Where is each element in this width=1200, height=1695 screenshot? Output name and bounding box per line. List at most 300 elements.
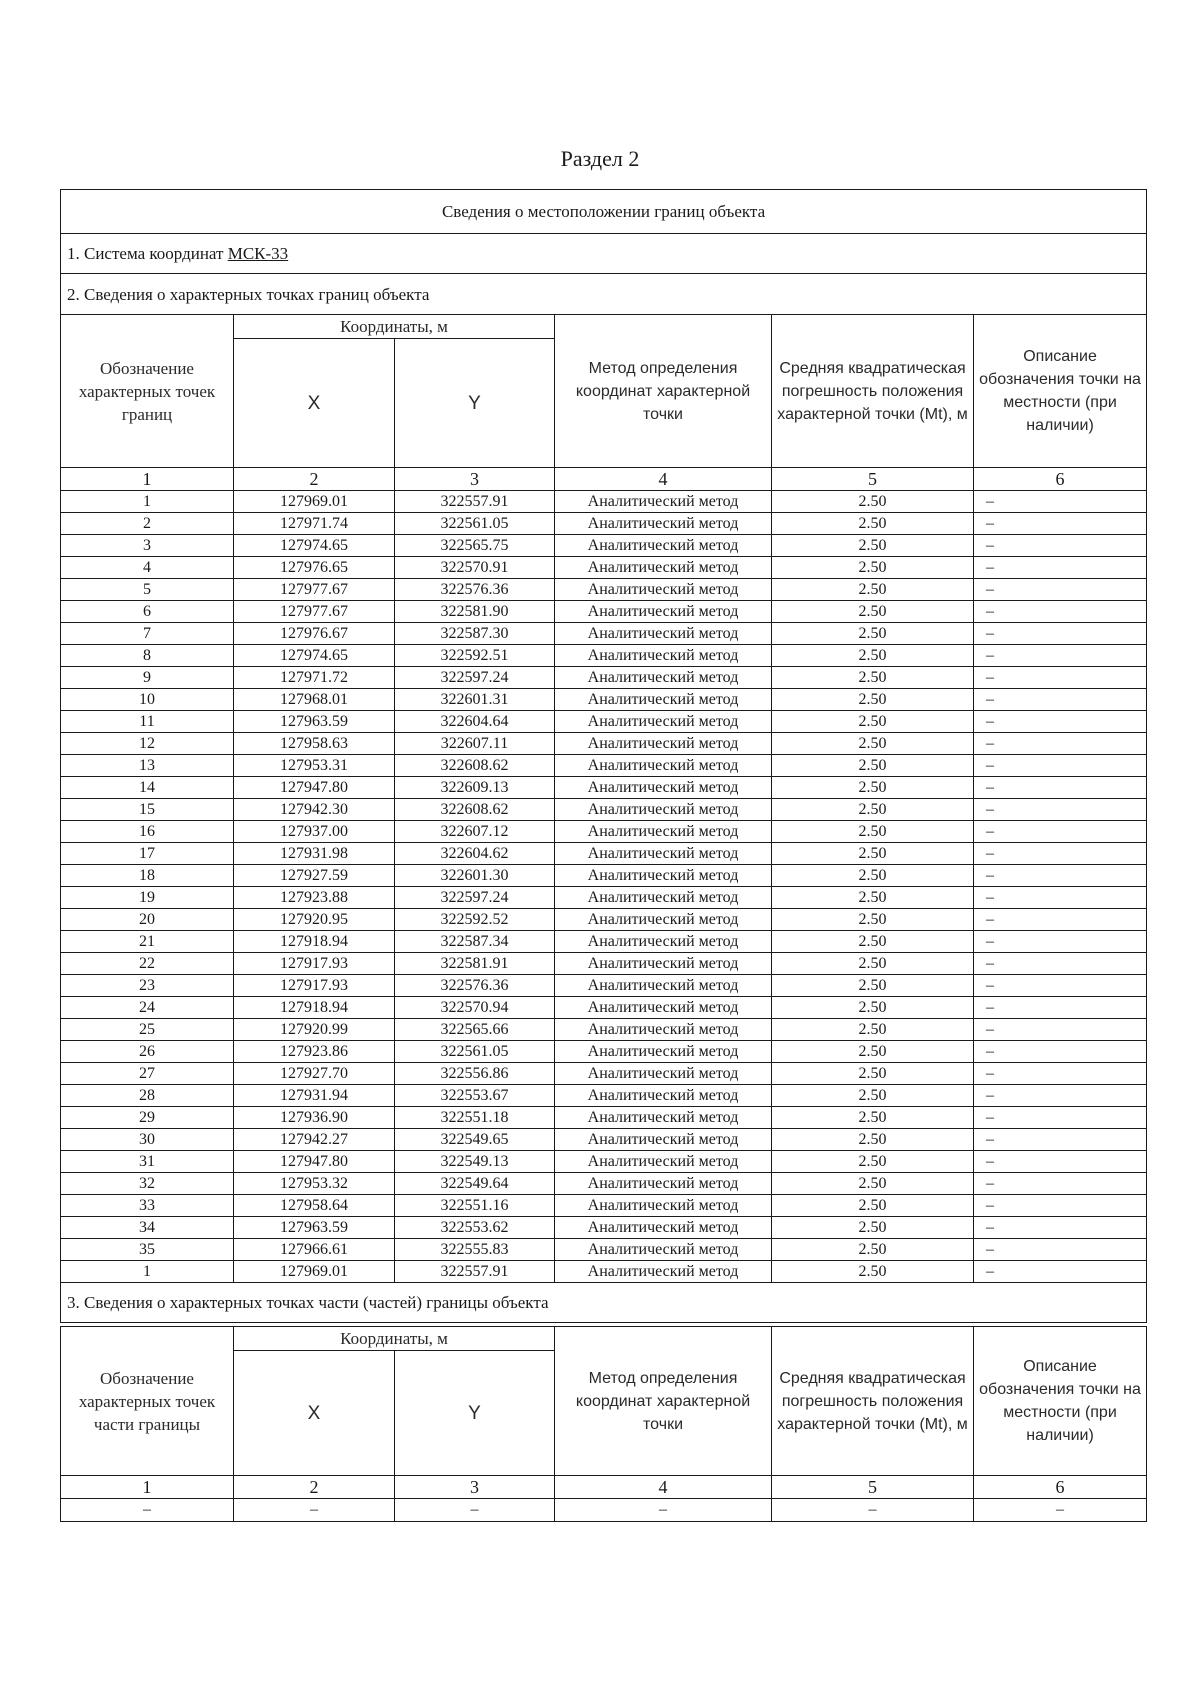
y-coordinate: 322565.66 [395,1019,555,1041]
method: Аналитический метод [555,1195,772,1217]
error-value: 2.50 [772,1107,974,1129]
x-coordinate: 127971.72 [234,667,395,689]
description: – [974,601,1147,623]
description: – [974,997,1147,1019]
table-row [61,623,1147,645]
point-id: 2 [61,513,234,535]
points-title-row [61,274,1147,315]
error-value: 2.50 [772,1173,974,1195]
column-numbers-row [61,468,1147,491]
column-number: 4 [555,1476,772,1499]
header-description: Описание обозначения точки на местности (при наличии) [974,315,1147,468]
error-value: 2.50 [772,1195,974,1217]
x-coordinate: 127942.27 [234,1129,395,1151]
table-row [61,1063,1147,1085]
method: Аналитический метод [555,733,772,755]
point-id: 1 [61,1261,234,1283]
description: – [974,1217,1147,1239]
description: – [974,755,1147,777]
point-id: 15 [61,799,234,821]
column-number: 6 [974,468,1147,491]
description: – [974,579,1147,601]
error-value: 2.50 [772,821,974,843]
description: – [974,1019,1147,1041]
point-id: 31 [61,1151,234,1173]
y-coordinate: 322609.13 [395,777,555,799]
parts-table [60,1326,1147,1522]
table-row [61,1173,1147,1195]
points-rows [61,491,1147,1283]
error-value: 2.50 [772,975,974,997]
x-coordinate: 127968.01 [234,689,395,711]
header-x: X [234,339,395,468]
table-row [61,1129,1147,1151]
error-value: 2.50 [772,1151,974,1173]
method: Аналитический метод [555,535,772,557]
point-id: 4 [61,557,234,579]
y-coordinate: 322551.16 [395,1195,555,1217]
description: – [974,1239,1147,1261]
empty-cell: – [234,1499,395,1522]
table-row [61,997,1147,1019]
method: Аналитический метод [555,953,772,975]
description: – [974,1107,1147,1129]
coord-system-value: МСК-33 [227,244,289,263]
method: Аналитический метод [555,909,772,931]
error-value: 2.50 [772,799,974,821]
point-id: 30 [61,1129,234,1151]
error-value: 2.50 [772,865,974,887]
point-id: 9 [61,667,234,689]
parts-header-coordinates: Координаты, м [234,1327,555,1351]
error-value: 2.50 [772,1085,974,1107]
error-value: 2.50 [772,887,974,909]
x-coordinate: 127927.70 [234,1063,395,1085]
y-coordinate: 322592.52 [395,909,555,931]
table-row [61,1107,1147,1129]
column-number: 2 [234,468,395,491]
error-value: 2.50 [772,931,974,953]
parts-title: 3. Сведения о характерных точках части (частей) границы объекта [61,1283,1147,1323]
method: Аналитический метод [555,1261,772,1283]
error-value: 2.50 [772,1129,974,1151]
method: Аналитический метод [555,755,772,777]
description: – [974,887,1147,909]
method: Аналитический метод [555,513,772,535]
x-coordinate: 127923.88 [234,887,395,909]
error-value: 2.50 [772,777,974,799]
error-value: 2.50 [772,667,974,689]
x-coordinate: 127942.30 [234,799,395,821]
y-coordinate: 322592.51 [395,645,555,667]
error-value: 2.50 [772,579,974,601]
y-coordinate: 322553.62 [395,1217,555,1239]
table-row [61,557,1147,579]
table-row [61,733,1147,755]
x-coordinate: 127947.80 [234,1151,395,1173]
parts-header-description: Описание обозначения точки на местности (при наличии) [974,1327,1147,1476]
description: – [974,1085,1147,1107]
method: Аналитический метод [555,491,772,513]
description: – [974,623,1147,645]
parts-header-method: Метод определения координат характерной точки [555,1327,772,1476]
table-row [61,1261,1147,1283]
method: Аналитический метод [555,1019,772,1041]
method: Аналитический метод [555,1217,772,1239]
x-coordinate: 127920.95 [234,909,395,931]
error-value: 2.50 [772,513,974,535]
y-coordinate: 322570.94 [395,997,555,1019]
description: – [974,1041,1147,1063]
point-id: 26 [61,1041,234,1063]
parts-header-error: Средняя квадратическая погрешность положения характерной точки (Mt), м [772,1327,974,1476]
point-id: 14 [61,777,234,799]
y-coordinate: 322608.62 [395,799,555,821]
parts-header-x: X [234,1351,395,1476]
table-row [61,689,1147,711]
point-id: 1 [61,491,234,513]
point-id: 12 [61,733,234,755]
header-y: Y [395,339,555,468]
description: – [974,733,1147,755]
description: – [974,1195,1147,1217]
x-coordinate: 127920.99 [234,1019,395,1041]
x-coordinate: 127936.90 [234,1107,395,1129]
description: – [974,491,1147,513]
y-coordinate: 322608.62 [395,755,555,777]
table-row [61,931,1147,953]
method: Аналитический метод [555,821,772,843]
boundary-table [60,189,1147,1323]
method: Аналитический метод [555,1129,772,1151]
table-row [61,909,1147,931]
empty-cell: – [555,1499,772,1522]
header-method: Метод определения координат характерной точки [555,315,772,468]
table-caption: Сведения о местоположении границ объекта [61,190,1147,234]
empty-cell: – [395,1499,555,1522]
y-coordinate: 322549.65 [395,1129,555,1151]
header-error: Средняя квадратическая погрешность положения характерной точки (Mt), м [772,315,974,468]
method: Аналитический метод [555,711,772,733]
point-id: 25 [61,1019,234,1041]
column-number: 1 [61,1476,234,1499]
y-coordinate: 322604.62 [395,843,555,865]
table-row [61,601,1147,623]
table-row [61,887,1147,909]
column-number: 4 [555,468,772,491]
method: Аналитический метод [555,645,772,667]
x-coordinate: 127963.59 [234,711,395,733]
point-id: 33 [61,1195,234,1217]
y-coordinate: 322561.05 [395,513,555,535]
table-row [61,645,1147,667]
method: Аналитический метод [555,1151,772,1173]
table-row [61,821,1147,843]
header-coordinates: Координаты, м [234,315,555,339]
x-coordinate: 127966.61 [234,1239,395,1261]
column-number: 3 [395,468,555,491]
method: Аналитический метод [555,843,772,865]
error-value: 2.50 [772,689,974,711]
column-number: 2 [234,1476,395,1499]
method: Аналитический метод [555,1063,772,1085]
point-id: 10 [61,689,234,711]
coord-system-row [61,234,1147,274]
y-coordinate: 322557.91 [395,1261,555,1283]
description: – [974,711,1147,733]
description: – [974,865,1147,887]
error-value: 2.50 [772,843,974,865]
x-coordinate: 127918.94 [234,931,395,953]
y-coordinate: 322597.24 [395,667,555,689]
x-coordinate: 127969.01 [234,491,395,513]
method: Аналитический метод [555,865,772,887]
x-coordinate: 127931.94 [234,1085,395,1107]
x-coordinate: 127917.93 [234,953,395,975]
table-row [61,1239,1147,1261]
method: Аналитический метод [555,931,772,953]
error-value: 2.50 [772,733,974,755]
description: – [974,1129,1147,1151]
point-id: 13 [61,755,234,777]
table-row [61,667,1147,689]
y-coordinate: 322607.11 [395,733,555,755]
x-coordinate: 127931.98 [234,843,395,865]
description: – [974,909,1147,931]
y-coordinate: 322581.90 [395,601,555,623]
x-coordinate: 127953.31 [234,755,395,777]
method: Аналитический метод [555,799,772,821]
point-id: 19 [61,887,234,909]
x-coordinate: 127937.00 [234,821,395,843]
y-coordinate: 322557.91 [395,491,555,513]
method: Аналитический метод [555,975,772,997]
point-id: 8 [61,645,234,667]
method: Аналитический метод [555,887,772,909]
description: – [974,513,1147,535]
empty-cell: – [772,1499,974,1522]
x-coordinate: 127977.67 [234,579,395,601]
parts-header-y: Y [395,1351,555,1476]
y-coordinate: 322576.36 [395,975,555,997]
error-value: 2.50 [772,601,974,623]
error-value: 2.50 [772,755,974,777]
point-id: 16 [61,821,234,843]
x-coordinate: 127947.80 [234,777,395,799]
error-value: 2.50 [772,1041,974,1063]
header-designation: Обозначение характерных точек границ [61,315,234,468]
method: Аналитический метод [555,689,772,711]
description: – [974,535,1147,557]
description: – [974,931,1147,953]
point-id: 32 [61,1173,234,1195]
method: Аналитический метод [555,777,772,799]
x-coordinate: 127917.93 [234,975,395,997]
parts-column-numbers-row [61,1476,1147,1499]
y-coordinate: 322601.31 [395,689,555,711]
parts-empty-row [61,1499,1147,1522]
table-row [61,1195,1147,1217]
y-coordinate: 322561.05 [395,1041,555,1063]
error-value: 2.50 [772,1261,974,1283]
y-coordinate: 322549.13 [395,1151,555,1173]
description: – [974,557,1147,579]
point-id: 20 [61,909,234,931]
points-title: 2. Сведения о характерных точках границ объекта [61,274,1147,315]
error-value: 2.50 [772,645,974,667]
description: – [974,645,1147,667]
point-id: 21 [61,931,234,953]
point-id: 6 [61,601,234,623]
method: Аналитический метод [555,1239,772,1261]
point-id: 3 [61,535,234,557]
parts-header-row-1 [61,1327,1147,1351]
table-row [61,1019,1147,1041]
empty-cell: – [61,1499,234,1522]
method: Аналитический метод [555,1085,772,1107]
y-coordinate: 322549.64 [395,1173,555,1195]
column-number: 5 [772,468,974,491]
x-coordinate: 127974.65 [234,645,395,667]
x-coordinate: 127974.65 [234,535,395,557]
column-number: 6 [974,1476,1147,1499]
description: – [974,821,1147,843]
point-id: 24 [61,997,234,1019]
method: Аналитический метод [555,667,772,689]
table-row [61,1041,1147,1063]
table-row [61,865,1147,887]
table-row [61,535,1147,557]
y-coordinate: 322607.12 [395,821,555,843]
error-value: 2.50 [772,1019,974,1041]
table-row [61,513,1147,535]
x-coordinate: 127976.65 [234,557,395,579]
point-id: 11 [61,711,234,733]
description: – [974,777,1147,799]
point-id: 7 [61,623,234,645]
caption-row [61,190,1147,234]
y-coordinate: 322570.91 [395,557,555,579]
y-coordinate: 322601.30 [395,865,555,887]
method: Аналитический метод [555,1173,772,1195]
method: Аналитический метод [555,1041,772,1063]
x-coordinate: 127918.94 [234,997,395,1019]
x-coordinate: 127953.32 [234,1173,395,1195]
x-coordinate: 127958.63 [234,733,395,755]
empty-cell: – [974,1499,1147,1522]
error-value: 2.50 [772,491,974,513]
error-value: 2.50 [772,953,974,975]
x-coordinate: 127969.01 [234,1261,395,1283]
description: – [974,843,1147,865]
table-row [61,1151,1147,1173]
point-id: 5 [61,579,234,601]
error-value: 2.50 [772,1239,974,1261]
point-id: 23 [61,975,234,997]
description: – [974,1151,1147,1173]
table-row [61,711,1147,733]
table-row [61,1085,1147,1107]
error-value: 2.50 [772,711,974,733]
point-id: 34 [61,1217,234,1239]
y-coordinate: 322604.64 [395,711,555,733]
x-coordinate: 127976.67 [234,623,395,645]
error-value: 2.50 [772,909,974,931]
error-value: 2.50 [772,535,974,557]
x-coordinate: 127971.74 [234,513,395,535]
y-coordinate: 322555.83 [395,1239,555,1261]
parts-header-designation: Обозначение характерных точек части границы [61,1327,234,1476]
y-coordinate: 322597.24 [395,887,555,909]
section-title: Раздел 2 [560,146,640,171]
error-value: 2.50 [772,1217,974,1239]
method: Аналитический метод [555,623,772,645]
description: – [974,953,1147,975]
coord-system [61,234,1147,274]
parts-title-row [61,1283,1147,1323]
description: – [974,975,1147,997]
y-coordinate: 322576.36 [395,579,555,601]
x-coordinate: 127958.64 [234,1195,395,1217]
table-row [61,975,1147,997]
table-row [61,843,1147,865]
x-coordinate: 127923.86 [234,1041,395,1063]
description: – [974,689,1147,711]
method: Аналитический метод [555,997,772,1019]
point-id: 29 [61,1107,234,1129]
y-coordinate: 322556.86 [395,1063,555,1085]
y-coordinate: 322587.34 [395,931,555,953]
table-row [61,579,1147,601]
method: Аналитический метод [555,579,772,601]
coord-system-label: 1. Система координат [67,244,224,263]
error-value: 2.50 [772,623,974,645]
y-coordinate: 322565.75 [395,535,555,557]
error-value: 2.50 [772,997,974,1019]
point-id: 18 [61,865,234,887]
y-coordinate: 322581.91 [395,953,555,975]
point-id: 22 [61,953,234,975]
description: – [974,1173,1147,1195]
error-value: 2.50 [772,1063,974,1085]
column-number: 5 [772,1476,974,1499]
x-coordinate: 127963.59 [234,1217,395,1239]
x-coordinate: 127927.59 [234,865,395,887]
description: – [974,799,1147,821]
description: – [974,1063,1147,1085]
description: – [974,667,1147,689]
method: Аналитический метод [555,601,772,623]
point-id: 17 [61,843,234,865]
point-id: 28 [61,1085,234,1107]
error-value: 2.50 [772,557,974,579]
method: Аналитический метод [555,557,772,579]
table-row [61,799,1147,821]
description: – [974,1261,1147,1283]
method: Аналитический метод [555,1107,772,1129]
point-id: 35 [61,1239,234,1261]
table-row [61,491,1147,513]
point-id: 27 [61,1063,234,1085]
table-row [61,953,1147,975]
table-row [61,755,1147,777]
y-coordinate: 322553.67 [395,1085,555,1107]
x-coordinate: 127977.67 [234,601,395,623]
y-coordinate: 322551.18 [395,1107,555,1129]
table-row [61,777,1147,799]
column-number: 1 [61,468,234,491]
header-row-1 [61,315,1147,339]
